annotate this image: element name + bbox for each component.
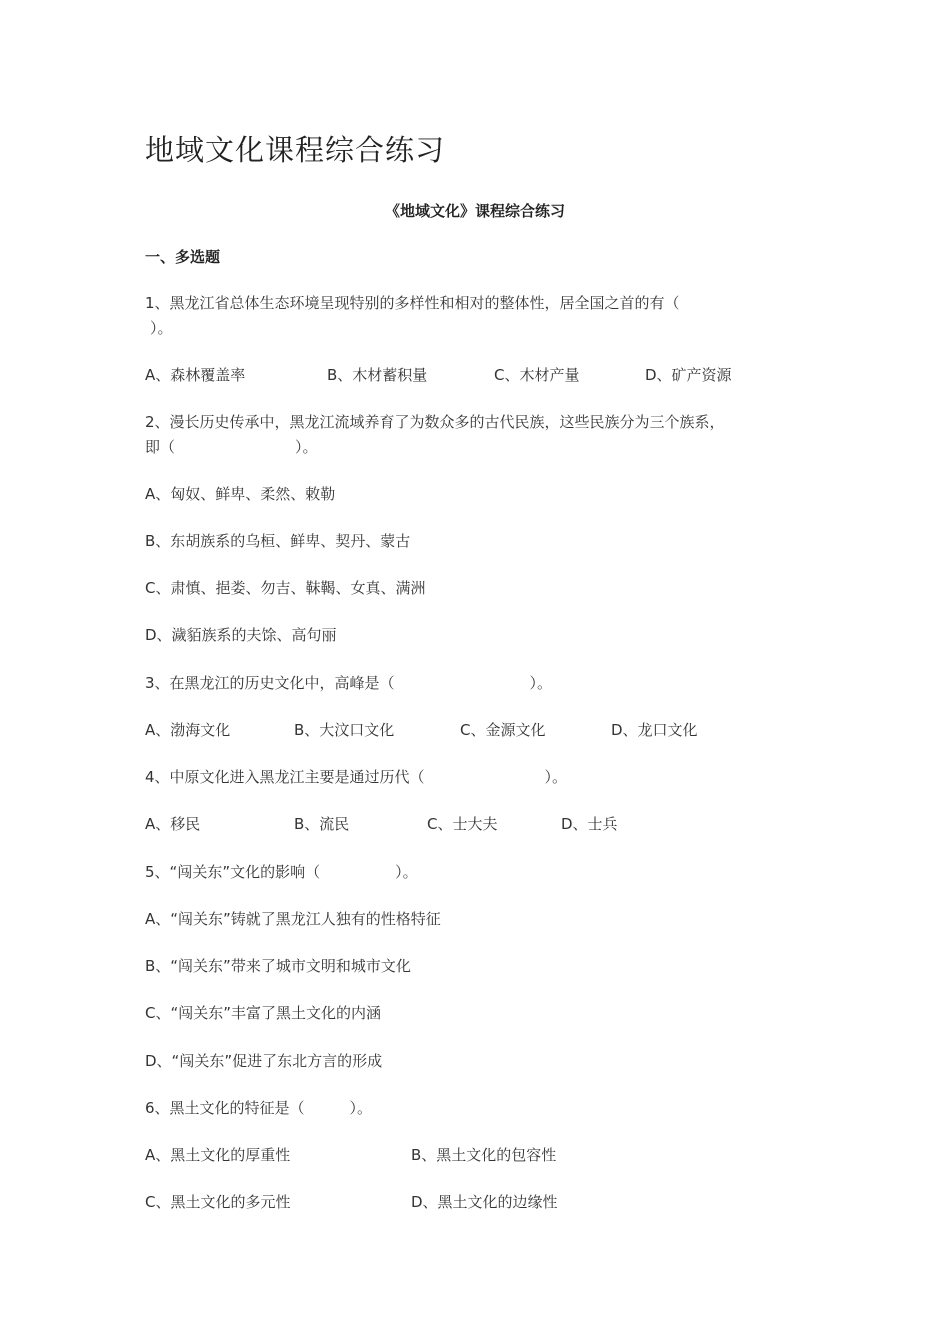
question-5-option-c: C、“闯关东”丰富了黑土文化的内涵	[145, 1004, 382, 1022]
question-4-option-c: C、士大夫	[427, 815, 498, 833]
section-heading: 一、多选题	[145, 248, 221, 266]
question-4-option-d: D、士兵	[561, 815, 618, 833]
question-5-option-d: D、“闯关东”促进了东北方言的形成	[145, 1052, 383, 1070]
question-6-option-a: A、黑土文化的厚重性	[145, 1146, 291, 1164]
question-2-text-cont: 即（ ）。	[145, 438, 318, 456]
document-subtitle: 《地域文化》课程综合练习	[384, 202, 565, 220]
question-5-text: 5、“闯关东”文化的影响（ ）。	[145, 863, 418, 881]
question-3-option-a: A、渤海文化	[145, 721, 231, 739]
question-1-option-c: C、木材产量	[494, 366, 580, 384]
question-1-option-d: D、矿产资源	[645, 366, 732, 384]
question-1-option-a: A、森林覆盖率	[145, 366, 246, 384]
question-3-option-d: D、龙口文化	[611, 721, 698, 739]
question-6-option-b: B、黑土文化的包容性	[411, 1146, 557, 1164]
question-2-option-c: C、肃慎、挹娄、勿吉、靺鞨、女真、满洲	[145, 579, 426, 597]
question-1-text-cont: ）。	[150, 319, 173, 337]
question-6-option-c: C、黑土文化的多元性	[145, 1193, 291, 1211]
question-4-option-b: B、流民	[294, 815, 350, 833]
question-3-text: 3、在黑龙江的历史文化中，高峰是（ ）。	[145, 674, 553, 692]
question-4-text: 4、中原文化进入黑龙江主要是通过历代（ ）。	[145, 768, 568, 786]
question-6-text: 6、黑土文化的特征是（ ）。	[145, 1099, 373, 1117]
question-1-text: 1、黑龙江省总体生态环境呈现特别的多样性和相对的整体性，居全国之首的有（	[145, 294, 680, 312]
question-2-option-a: A、匈奴、鲜卑、柔然、敕勒	[145, 485, 336, 503]
question-2-option-b: B、东胡族系的乌桓、鲜卑、契丹、蒙古	[145, 532, 411, 550]
question-1-option-b: B、木材蓄积量	[327, 366, 428, 384]
question-2-text: 2、漫长历史传承中，黑龙江流域养育了为数众多的古代民族，这些民族分为三个族系，	[145, 413, 725, 431]
document-title: 地域文化课程综合练习	[145, 133, 446, 167]
question-2-option-d: D、濊貊族系的夫馀、高句丽	[145, 626, 337, 644]
question-6-option-d: D、黑土文化的边缘性	[411, 1193, 558, 1211]
question-5-option-b: B、“闯关东”带来了城市文明和城市文化	[145, 957, 411, 975]
question-3-option-b: B、大汶口文化	[294, 721, 395, 739]
question-4-option-a: A、移民	[145, 815, 201, 833]
question-3-option-c: C、金源文化	[460, 721, 546, 739]
question-5-option-a: A、“闯关东”铸就了黑龙江人独有的性格特征	[145, 910, 441, 928]
